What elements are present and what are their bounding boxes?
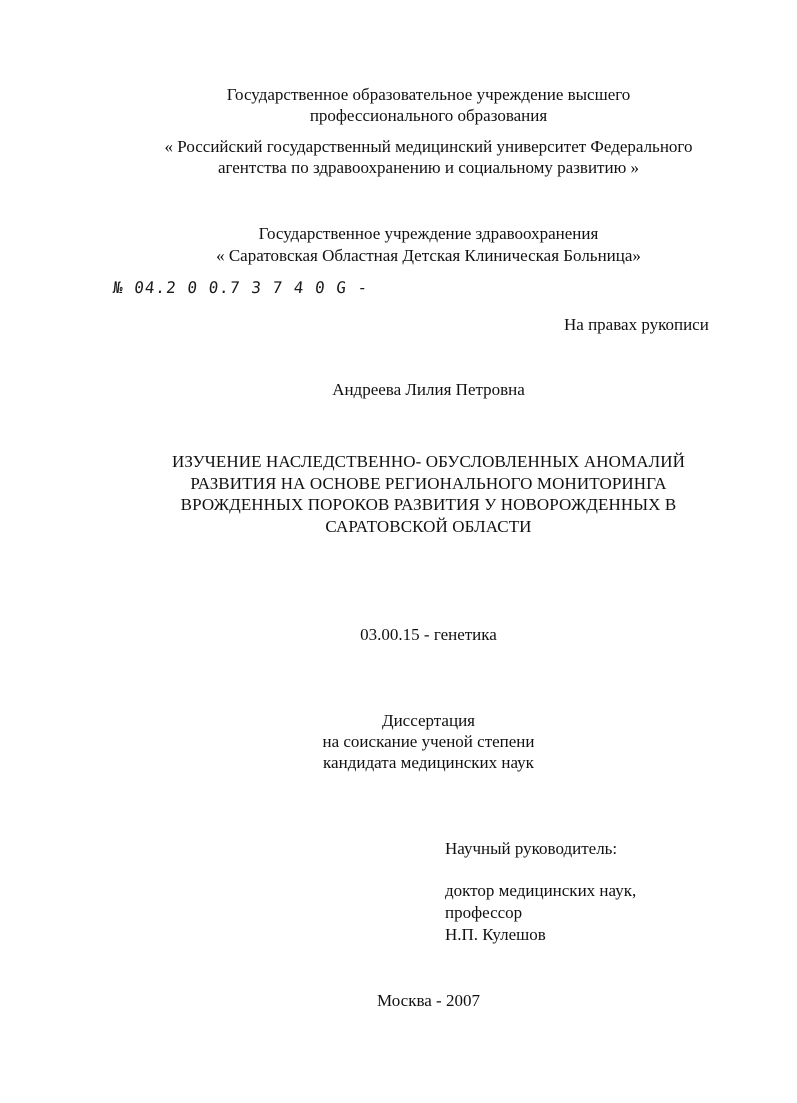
title-line-3: ВРОЖДЕННЫХ ПОРОКОВ РАЗВИТИЯ У НОВОРОЖДЕННЫХ В [180,495,677,514]
title-line-4: САРАТОВСКОЙ ОБЛАСТИ [325,517,532,536]
title-line-2: РАЗВИТИЯ НА ОСНОВЕ РЕГИОНАЛЬНОГО МОНИТОРИНГА [190,474,667,493]
university-line-1: « Российский государственный медицинский университет Федерального [164,137,693,156]
advisor-label: Научный руководитель: [445,839,618,858]
advisor-position: профессор [445,903,523,922]
degree-line-1: Диссертация [381,711,475,730]
advisor-name: Н.П. Кулешов [445,925,546,944]
degree-line-2: на соискание ученой степени [322,732,535,751]
hospital-line-1: Государственное учреждение здравоохранения [258,224,599,243]
author-name: Андреева Лилия Петровна [332,380,525,399]
university-line-2: агентства по здравоохранению и социальному развитию » [217,158,640,177]
city-year: Москва - 2007 [377,991,480,1010]
title-line-1: ИЗУЧЕНИЕ НАСЛЕДСТВЕННО- ОБУСЛОВЛЕННЫХ АНОМАЛИЙ [172,452,685,471]
registry-stamp: № 04.2 0 0.7 3 7 4 0 G - [112,278,370,297]
specialty: 03.00.15 - генетика [360,625,497,644]
hospital-line-2: « Саратовская Областная Детская Клиническая Больница» [216,246,641,265]
advisor-degree: доктор медицинских наук, [445,881,637,900]
degree-line-3: кандидата медицинских наук [323,753,534,772]
manuscript-note: На правах рукописи [564,315,709,334]
institution-line-1: Государственное образовательное учреждение высшего [226,85,631,104]
institution-line-2: профессионального образования [309,106,548,125]
